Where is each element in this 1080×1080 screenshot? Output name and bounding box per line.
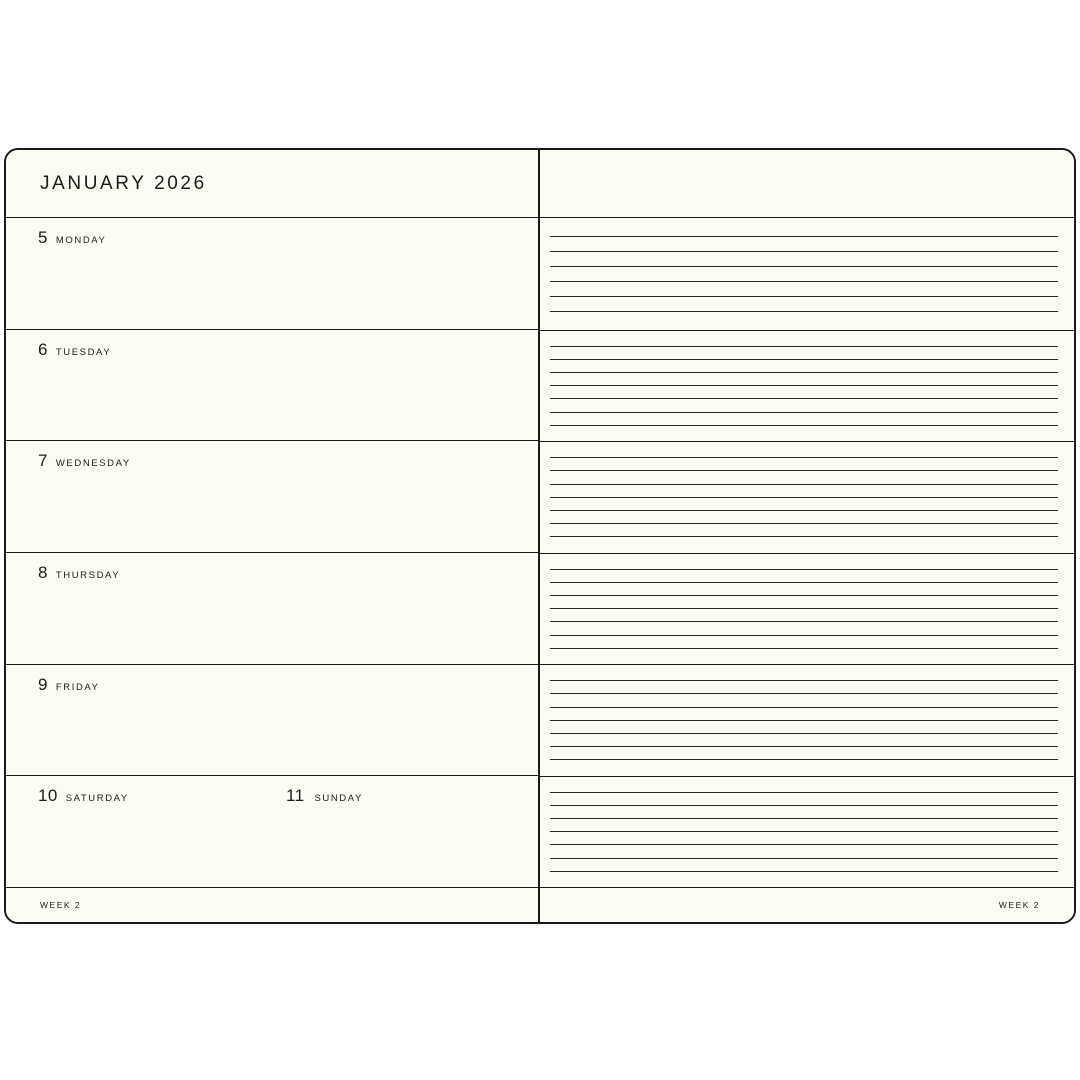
day-header-tuesday (38, 340, 538, 360)
right-page-header-blank (540, 150, 1074, 218)
rule-line (550, 858, 1058, 859)
notes-block-5[interactable] (540, 665, 1074, 777)
weekend-header-wrap (38, 786, 538, 806)
rule-line (550, 831, 1058, 832)
day-row-friday[interactable] (6, 665, 538, 777)
rule-line (550, 296, 1058, 297)
day-rows (6, 218, 538, 888)
rule-line (550, 635, 1058, 636)
day-header-sunday (286, 786, 538, 806)
notes-block-1[interactable] (540, 219, 1074, 331)
notes-block-2[interactable] (540, 331, 1074, 443)
rule-line (550, 251, 1058, 252)
rule-line (550, 412, 1058, 413)
day-header-thursday (38, 563, 538, 583)
rule-line (550, 759, 1058, 760)
day-name: SATURDAY (65, 793, 129, 805)
right-footer (540, 888, 1074, 922)
day-cell-sunday[interactable] (286, 786, 538, 806)
rule-line (550, 346, 1058, 347)
rule-line (550, 311, 1058, 312)
day-header-saturday (38, 786, 286, 806)
rule-line (550, 484, 1058, 485)
rule-line (550, 457, 1058, 458)
day-name: THURSDAY (55, 570, 121, 582)
rule-line (550, 281, 1058, 282)
rule-line (550, 523, 1058, 524)
right-page (540, 150, 1074, 922)
rule-line (550, 707, 1058, 708)
rule-line (550, 359, 1058, 360)
rule-line (550, 720, 1058, 721)
left-footer (6, 888, 538, 922)
month-header (6, 150, 538, 218)
day-number: 6 (38, 339, 48, 359)
rule-line (550, 385, 1058, 386)
rule-line (550, 844, 1058, 845)
rule-line (550, 582, 1058, 583)
rule-line (550, 648, 1058, 649)
rule-line (550, 372, 1058, 373)
week-label-right: WEEK 2 (998, 900, 1040, 910)
day-row-tuesday[interactable] (6, 330, 538, 442)
day-row-monday[interactable] (6, 218, 538, 330)
rule-line (550, 871, 1058, 872)
rule-line (550, 680, 1058, 681)
month-title: JANUARY 2026 (40, 172, 207, 194)
day-number: 9 (38, 674, 48, 694)
day-number: 10 (38, 786, 58, 806)
day-number: 5 (38, 228, 48, 247)
day-name: WEDNESDAY (55, 458, 131, 470)
notes-block-4[interactable] (540, 554, 1074, 666)
rule-line (550, 236, 1058, 237)
day-name: TUESDAY (55, 346, 112, 358)
week-label-left: WEEK 2 (40, 900, 82, 910)
rule-line (550, 805, 1058, 806)
day-name: MONDAY (55, 235, 107, 246)
rule-line (550, 425, 1058, 426)
day-header-monday (38, 228, 538, 248)
day-name: SUNDAY (314, 793, 363, 805)
notes-block-3[interactable] (540, 442, 1074, 554)
day-row-weekend[interactable] (6, 776, 538, 888)
rule-line (550, 398, 1058, 399)
day-number: 11 (286, 786, 305, 806)
rule-line (550, 608, 1058, 609)
day-name: FRIDAY (55, 681, 100, 693)
rule-line (550, 266, 1058, 267)
day-number: 7 (38, 451, 48, 471)
left-page (6, 150, 540, 922)
rule-line (550, 792, 1058, 793)
day-row-wednesday[interactable] (6, 441, 538, 553)
rule-line (550, 569, 1058, 570)
day-number: 8 (38, 563, 48, 583)
rule-line (550, 510, 1058, 511)
rule-line (550, 595, 1058, 596)
rule-line (550, 536, 1058, 537)
planner-spread (4, 148, 1076, 924)
notes-block-6[interactable] (540, 777, 1074, 889)
day-row-thursday[interactable] (6, 553, 538, 665)
spread-container (4, 148, 1076, 924)
rule-line (550, 470, 1058, 471)
rule-line (550, 621, 1058, 622)
rule-line (550, 818, 1058, 819)
day-cell-saturday[interactable] (38, 786, 286, 806)
rule-line (550, 746, 1058, 747)
rule-line (550, 497, 1058, 498)
day-header-friday (38, 675, 538, 695)
day-header-wednesday (38, 451, 538, 471)
notes-area (540, 218, 1074, 888)
rule-line (550, 733, 1058, 734)
rule-line (550, 693, 1058, 694)
